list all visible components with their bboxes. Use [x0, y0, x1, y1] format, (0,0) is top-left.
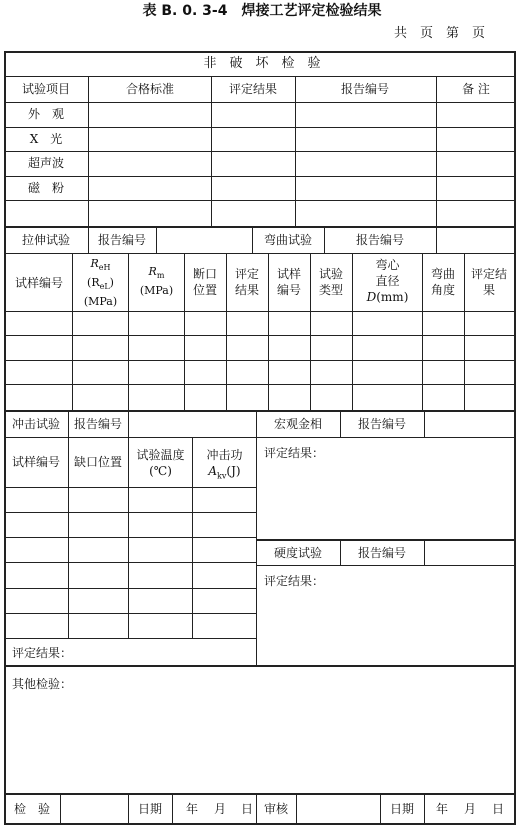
tensile-col-specimen: 试样编号: [14, 276, 63, 290]
footer-day2: 日: [491, 802, 505, 816]
tensile-col-reh: $R_{eH}$ $(R_{eL})$ (MPa): [83, 257, 118, 309]
hardness-label: 硬度试验: [273, 546, 323, 560]
impact-col-temperature: 试验温度 (℃): [136, 448, 185, 478]
bend-col-angle: 弯曲角度: [430, 267, 455, 297]
macro-report-label: 报告编号: [357, 417, 407, 431]
footer-date2: 日期: [389, 802, 415, 816]
hardness-report-label: 报告编号: [357, 546, 407, 560]
footer-year2: 年: [435, 802, 449, 816]
impact-report-label: 报告编号: [73, 417, 123, 431]
tensile-col-fracture: 断口位置: [192, 267, 217, 297]
bend-col-result: 评定结果: [470, 267, 507, 297]
bend-col-diameter: 弯心 直径 D(mm): [366, 258, 409, 304]
hardness-result-label: 评定结果：: [264, 574, 325, 588]
tensile-col-rm: $R_m$ (MPa): [139, 265, 174, 298]
footer-inspect: 检 验: [13, 802, 51, 816]
macro-label: 宏观金相: [273, 417, 323, 431]
page-title: 表 B. 0. 3-4 焊接工艺评定检验结果: [142, 3, 382, 19]
impact-result-label: 评定结果：: [12, 646, 73, 660]
page-info: 共 页 第 页: [394, 26, 486, 41]
tensile-col-result: 评定结果: [234, 267, 259, 297]
ndt-row-xray: X 光: [29, 132, 63, 146]
footer-date1: 日期: [137, 802, 163, 816]
bend-report-label: 报告编号: [355, 233, 405, 247]
footer-month2: 月: [463, 802, 477, 816]
tensile-report-label: 报告编号: [97, 233, 147, 247]
ndt-row-magnetic: 磁 粉: [27, 181, 65, 195]
ndt-row-appearance: 外 观: [27, 107, 65, 121]
ndt-col-standard: 合格标准: [125, 82, 175, 96]
tensile-label: 拉伸试验: [21, 233, 71, 247]
ndt-header: 非 破 坏 检 验: [203, 56, 321, 71]
impact-col-energy: 冲击功 $A_{kv}(J)$: [206, 448, 243, 481]
impact-col-notch: 缺口位置: [73, 455, 123, 469]
impact-label: 冲击试验: [11, 417, 61, 431]
ndt-col-result: 评定结果: [228, 82, 278, 96]
bend-col-specimen: 试样编号: [276, 267, 301, 297]
footer-month1: 月: [213, 802, 227, 816]
bend-label: 弯曲试验: [263, 233, 313, 247]
impact-col-specimen: 试样编号: [11, 455, 61, 469]
other-tests-label: 其他检验：: [12, 677, 73, 691]
footer-year1: 年: [185, 802, 199, 816]
footer-day1: 日: [240, 802, 254, 816]
ndt-row-ultrasonic: 超声波: [27, 156, 65, 170]
ndt-col-remark: 备 注: [462, 82, 490, 96]
ndt-col-item: 试验项目: [21, 82, 71, 96]
ndt-col-report: 报告编号: [340, 82, 390, 96]
footer-review: 审核: [263, 802, 289, 816]
macro-result-label: 评定结果：: [264, 446, 325, 460]
bend-col-type: 试验类型: [318, 267, 343, 297]
